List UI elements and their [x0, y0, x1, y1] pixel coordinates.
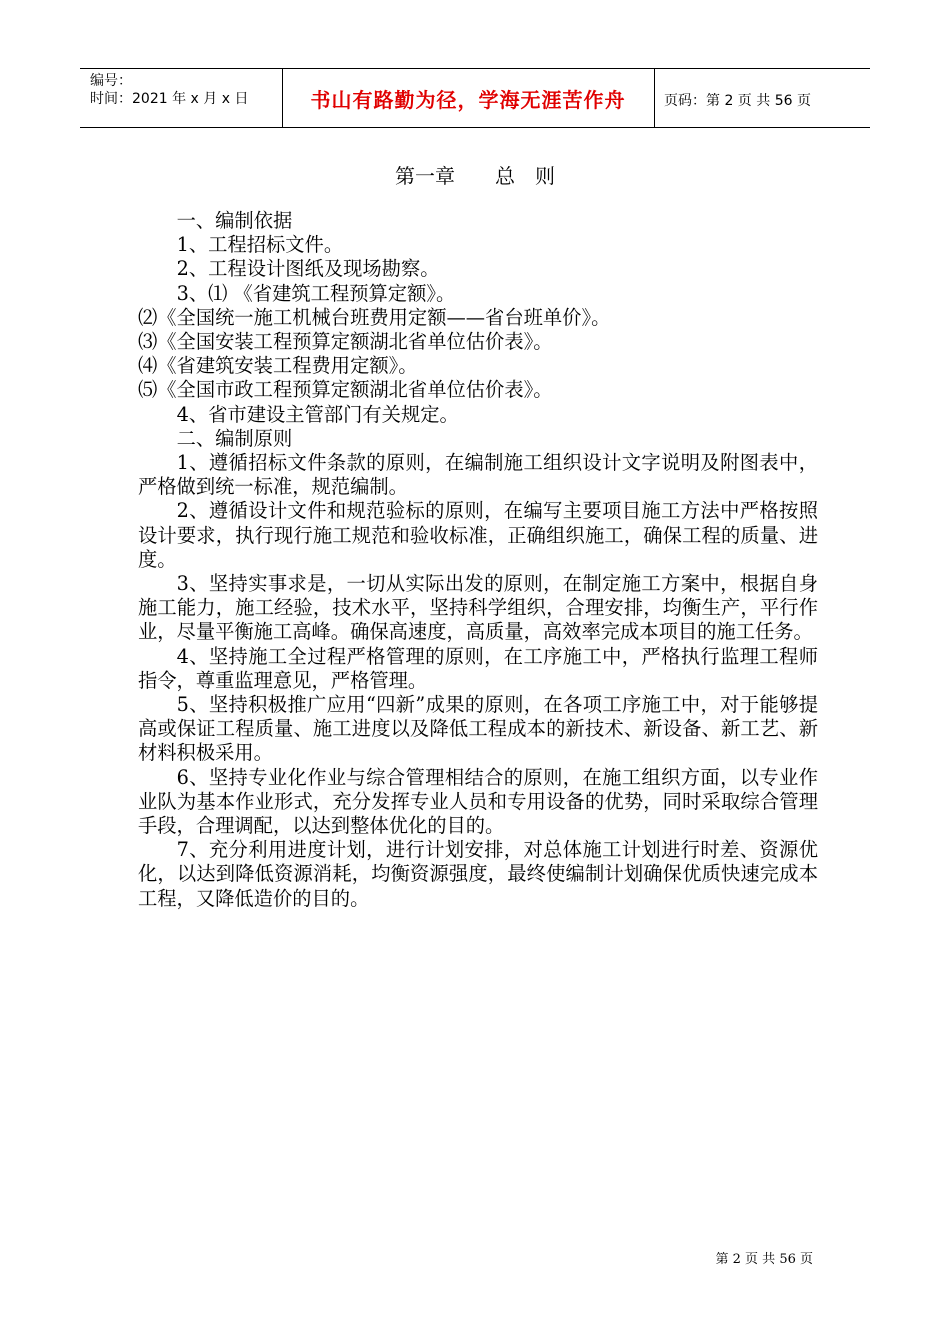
document-body — [138, 209, 818, 911]
paragraph: 1、遵循招标文件条款的原则，在编制施工组织设计文字说明及附图表中，严格做到统一标准，规范编制。 — [138, 451, 818, 499]
date-label: 时间：2021 年 x 月 x 日 — [90, 91, 249, 107]
paragraph: 一、编制依据 — [176, 209, 293, 232]
paragraph: ⑷《省建筑安装工程费用定额》。 — [138, 354, 418, 378]
paragraph: ⑶《全国安装工程预算定额湖北省单位估价表》。 — [138, 330, 553, 354]
header-page-info: 页码：第 2 页 共 56 页 — [664, 93, 811, 109]
paragraph: 二、编制原则 — [176, 426, 293, 450]
paragraph: 4、省市建设主管部门有关规定。 — [176, 402, 459, 426]
paragraph: 6、坚持专业化作业与综合管理相结合的原则，在施工组织方面，以专业作业队为基本作业形式，充分发挥专业人员和专用设备的优势，同时采取综合管理手段，合理调配，以达到整体优化的目的。 — [138, 765, 818, 838]
paragraph: 2、工程设计图纸及现场勘察。 — [176, 257, 440, 281]
header-left — [90, 72, 248, 108]
header-divider — [654, 69, 655, 127]
paragraph: ⑸《全国市政工程预算定额湖北省单位估价表》。 — [138, 378, 553, 402]
page-header — [80, 68, 870, 128]
paragraph: ⑵《全国统一施工机械台班费用定额——省台班单价》。 — [138, 305, 611, 329]
paragraph: 5、坚持积极推广应用“四新”成果的原则，在各项工序施工中，对于能够提高或保证工程质量、施工进度以及降低工程成本的新技术、新设备、新工艺、新材料积极采用。 — [138, 693, 818, 765]
paragraph: 3、坚持实事求是，一切从实际出发的原则，在制定施工方案中，根据自身施工能力，施工经验，技术水平，坚持科学组织，合理安排，均衡生产，平行作业，尽量平衡施工高峰。确保高速度，高质量，高效率完成本项目的施工任务。 — [138, 572, 818, 644]
number-label: 编号： — [90, 73, 132, 89]
paragraph: 7、充分利用进度计划，进行计划安排，对总体施工计划进行时差、资源优化，以达到降低资源消耗，均衡资源强度，最终使编制计划确保优质快速完成本工程，又降低造价的目的。 — [138, 838, 818, 910]
paragraph: 3、⑴ 《省建筑工程预算定额》。 — [176, 281, 456, 305]
header-motto: 书山有路勤为径，学海无涯苦作舟 — [310, 87, 626, 112]
paragraph: 2、遵循设计文件和规范验标的原则，在编写主要项目施工方法中严格按照设计要求，执行现行施工规范和验收标准，正确组织施工，确保工程的质量、进度。 — [138, 499, 818, 571]
paragraph: 1、工程招标文件。 — [176, 233, 344, 257]
chapter-title: 第一章 总 则 — [395, 164, 555, 188]
paragraph: 4、坚持施工全过程严格管理的原则，在工序施工中，严格执行监理工程师指令，尊重监理意见，严格管理。 — [138, 644, 818, 692]
page-footer: 第 2 页 共 56 页 — [715, 1252, 813, 1267]
